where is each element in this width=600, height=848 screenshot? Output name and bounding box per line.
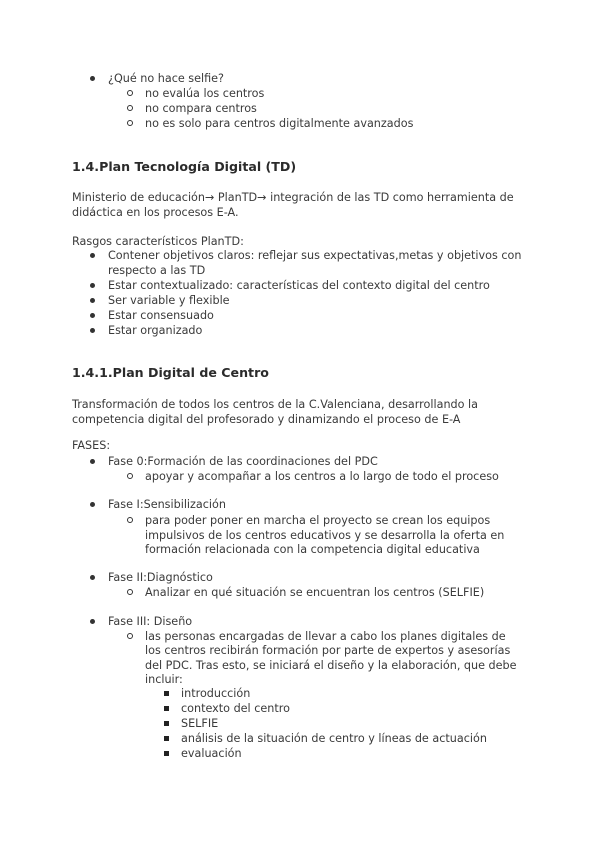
fase-0-item: apoyar y acompañar a los centros a lo largo de todo el proceso bbox=[145, 470, 499, 483]
fase-0-title: Fase 0:Formación de las coordinaciones del PDC bbox=[108, 455, 378, 468]
selfie-item: no es solo para centros digitalmente avanzados bbox=[145, 117, 414, 130]
selfie-item: no compara centros bbox=[145, 102, 257, 115]
bullet-dot bbox=[90, 328, 95, 333]
td-trait: Contener objetivos claros: reflejar sus expectativas,metas y objetivos con bbox=[108, 249, 522, 262]
bullet-circle bbox=[127, 473, 133, 479]
fase-3-title: Fase III: Diseño bbox=[108, 615, 193, 628]
bullet-square bbox=[164, 721, 169, 726]
bullet-dot bbox=[90, 313, 95, 318]
td-traits-label: Rasgos característicos PlanTD: bbox=[72, 235, 244, 248]
fase-3-subitem: SELFIE bbox=[181, 717, 219, 730]
bullet-circle bbox=[127, 517, 133, 523]
fases-label: FASES: bbox=[72, 439, 111, 452]
bullet-dot bbox=[90, 575, 95, 580]
fase-3-subitem: evaluación bbox=[181, 747, 242, 760]
td-intro-line: didáctica en los procesos E-A. bbox=[72, 206, 239, 219]
td-trait-continued: respecto a las TD bbox=[108, 264, 206, 277]
bullet-square bbox=[164, 706, 169, 711]
heading-plan-digital-centro: 1.4.1.Plan Digital de Centro bbox=[72, 365, 269, 380]
fase-3-subitem: introducción bbox=[181, 687, 251, 700]
bullet-dot bbox=[90, 459, 95, 464]
td-trait: Estar organizado bbox=[108, 324, 203, 337]
fase-2-item: Analizar en qué situación se encuentran los centros (SELFIE) bbox=[145, 586, 485, 599]
bullet-circle bbox=[127, 105, 133, 111]
fase-1-title: Fase I:Sensibilización bbox=[108, 498, 226, 511]
td-trait: Ser variable y flexible bbox=[108, 294, 230, 307]
bullet-circle bbox=[127, 589, 133, 595]
bullet-square bbox=[164, 751, 169, 756]
fase-3-item-continued: del PDC. Tras esto, se iniciará el diseño y la elaboración, que debe bbox=[145, 659, 517, 672]
fase-3-subitem: contexto del centro bbox=[181, 702, 290, 715]
bullet-dot bbox=[90, 502, 95, 507]
bullet-dot bbox=[90, 253, 95, 258]
bullet-dot bbox=[90, 619, 95, 624]
fase-1-item-continued: formación relacionada con la competencia digital educativa bbox=[145, 543, 480, 556]
bullet-circle bbox=[127, 120, 133, 126]
td-trait: Estar consensuado bbox=[108, 309, 214, 322]
fase-1-item: para poder poner en marcha el proyecto se crean los equipos bbox=[145, 514, 491, 527]
pdc-intro-line: competencia digital del profesorado y dinamizando el proceso de E-A bbox=[72, 413, 461, 426]
bullet-circle bbox=[127, 633, 133, 639]
fase-3-item: las personas encargadas de llevar a cabo los planes digitales de bbox=[145, 630, 506, 643]
fase-1-item-continued: impulsivos de los centros educativos y se desarrolla la oferta en bbox=[145, 529, 505, 542]
selfie-item: no evalúa los centros bbox=[145, 87, 265, 100]
td-trait: Estar contextualizado: características del contexto digital del centro bbox=[108, 279, 490, 292]
bullet-dot bbox=[90, 283, 95, 288]
bullet-circle bbox=[127, 90, 133, 96]
fase-2-title: Fase II:Diagnóstico bbox=[108, 571, 213, 584]
fase-3-item-continued: incluir: bbox=[145, 673, 183, 686]
bullet-dot bbox=[90, 76, 95, 81]
fase-3-subitem: análisis de la situación de centro y líneas de actuación bbox=[181, 732, 487, 745]
heading-plan-td: 1.4.Plan Tecnología Digital (TD) bbox=[72, 159, 297, 174]
bullet-dot bbox=[90, 298, 95, 303]
pdc-intro-line: Transformación de todos los centros de la C.Valenciana, desarrollando la bbox=[72, 398, 479, 411]
bullet-square bbox=[164, 736, 169, 741]
selfie-question: ¿Qué no hace selfie? bbox=[108, 72, 224, 85]
bullet-square bbox=[164, 691, 169, 696]
td-intro-line: Ministerio de educación→ PlanTD→ integración de las TD como herramienta de bbox=[72, 191, 514, 204]
fase-3-item-continued: los centros recibirán formación por parte de expertos y asesorías bbox=[145, 644, 511, 657]
